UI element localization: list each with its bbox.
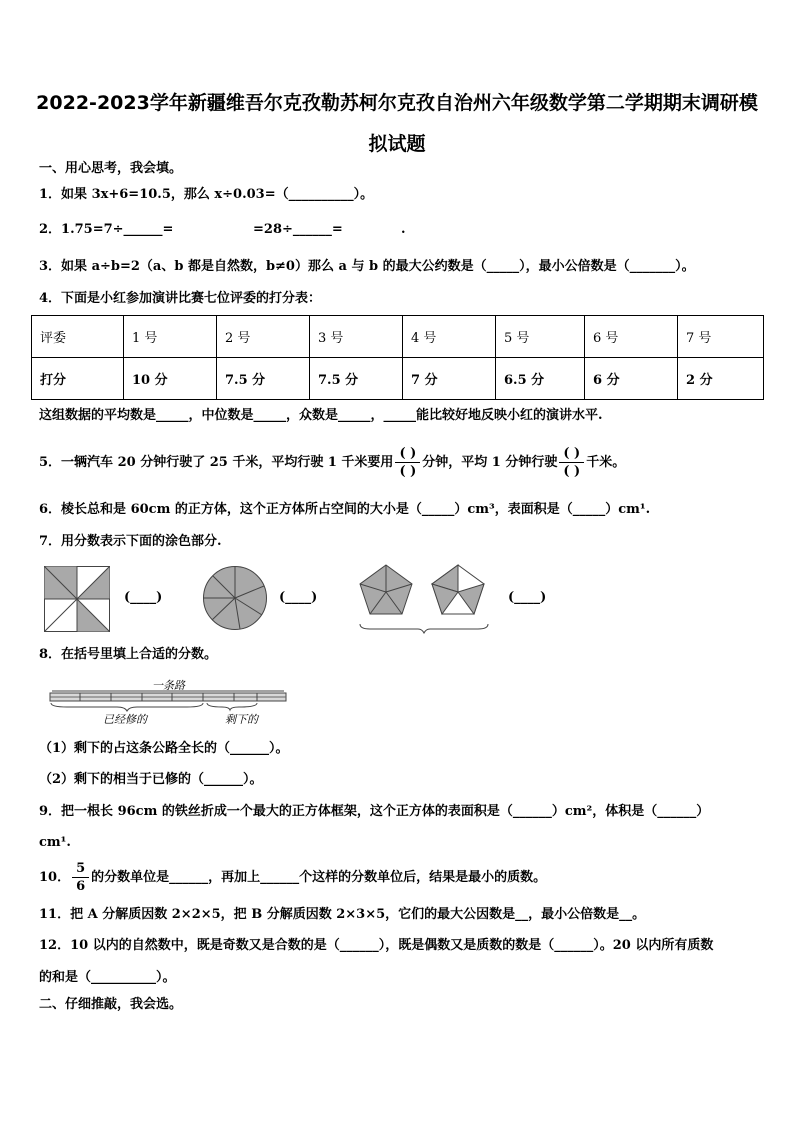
question-9-line-2: cm¹. [39, 835, 71, 850]
q7-answer-blank-2: (____) [279, 590, 318, 605]
question-4-followup: 这组数据的平均数是_____，中位数是_____，众数是_____，_____能比较好地反映小红的演讲水平. [39, 408, 603, 423]
question-5-part-b: 分钟，平均 1 分钟行驶 [422, 455, 558, 470]
section-one-heading: 一、用心思考，我会填。 [39, 161, 183, 176]
shaded-square-figure [44, 566, 110, 632]
table-cell: 5 号 [496, 316, 585, 358]
table-cell: 7.5 分 [310, 358, 403, 400]
road-total-label: 一条路 [152, 679, 185, 692]
question-5-part-c: 千米。 [586, 455, 626, 470]
table-cell: 6 分 [585, 358, 678, 400]
question-4: 4．下面是小红参加演讲比赛七位评委的打分表： [39, 291, 322, 306]
table-cell: 3 号 [310, 316, 403, 358]
table-cell: 评委 [32, 316, 124, 358]
table-cell: 4 号 [403, 316, 496, 358]
question-3: 3．如果 a÷b=2（a、b 都是自然数，b≠0）那么 a 与 b 的最大公约数是（_____），最小公倍数是（_______）。 [39, 259, 695, 274]
question-10 [39, 858, 546, 898]
shaded-pentagons-figure [356, 562, 492, 634]
question-8-part-2: （2）剩下的相当于已修的（______）。 [39, 772, 263, 787]
question-11: 11．把 A 分解质因数 2×2×5，把 B 分解质因数 2×3×5，它们的最大公因数是__，最小公倍数是__。 [39, 907, 646, 922]
question-9-line-1: 9．把一根长 96cm 的铁丝折成一个最大的正方体框架，这个正方体的表面积是（______）cm²，体积是（______） [39, 804, 710, 819]
table-cell: 6.5 分 [496, 358, 585, 400]
exam-title-line2: 拟试题 [368, 133, 426, 155]
question-5 [39, 443, 625, 483]
q7-answer-blank-1: (____) [124, 590, 163, 605]
question-2-part-c: . [401, 222, 406, 237]
question-6: 6．棱长总和是 60cm 的正方体，这个正方体所占空间的大小是（_____）cm³，表面积是（_____）cm¹. [39, 502, 651, 517]
question-8-part-1: （1）剩下的占这条公路全长的（______）。 [39, 741, 289, 756]
table-cell: 7 号 [678, 316, 764, 358]
fraction-five-sixths: $\frac{5}{6}$ [72, 860, 89, 895]
fraction-blank: $\frac{( )}{( )}$ [559, 445, 584, 480]
question-8: 8．在括号里填上合适的分数。 [39, 647, 218, 662]
fraction-blank: $\frac{( )}{( )}$ [395, 445, 420, 480]
question-2-part-b: =28÷______= [253, 222, 343, 237]
question-7: 7．用分数表示下面的涂色部分. [39, 534, 222, 549]
table-cell: 打分 [32, 358, 124, 400]
table-cell: 10 分 [124, 358, 217, 400]
exam-title-line1: 2022-2023学年新疆维吾尔克孜勒苏柯尔克孜自治州六年级数学第二学期期末调研模 [36, 92, 758, 114]
shaded-circle-figure [202, 565, 268, 631]
table-row [32, 316, 764, 358]
table-cell: 6 号 [585, 316, 678, 358]
question-10-number: 10． [39, 870, 71, 885]
road-left-label: 剩下的 [225, 713, 258, 726]
score-table [31, 315, 764, 400]
road-done-label: 已经修的 [103, 713, 147, 726]
question-5-part-a: 5．一辆汽车 20 分钟行驶了 25 千米，平均行驶 1 千米要用 [39, 455, 394, 470]
table-cell: 2 分 [678, 358, 764, 400]
table-cell: 2 号 [217, 316, 310, 358]
table-cell: 1 号 [124, 316, 217, 358]
section-two-heading: 二、仔细推敲，我会选。 [39, 997, 183, 1012]
question-2-part-a: 2．1.75=7÷______= [39, 222, 174, 237]
question-12-line-1: 12．10 以内的自然数中，既是奇数又是合数的是（______），既是偶数又是质数的数是（______）。20 以内所有质数 [39, 938, 714, 953]
table-cell: 7 分 [403, 358, 496, 400]
table-row [32, 358, 764, 400]
table-cell: 7.5 分 [217, 358, 310, 400]
question-12-line-2: 的和是（__________）。 [39, 970, 176, 985]
q7-answer-blank-3: (____) [508, 590, 547, 605]
question-1: 1．如果 3x+6=10.5，那么 x÷0.03=（__________）。 [39, 187, 374, 202]
question-10-text: 的分数单位是______，再加上______个这样的分数单位后，结果是最小的质数。 [91, 870, 547, 885]
